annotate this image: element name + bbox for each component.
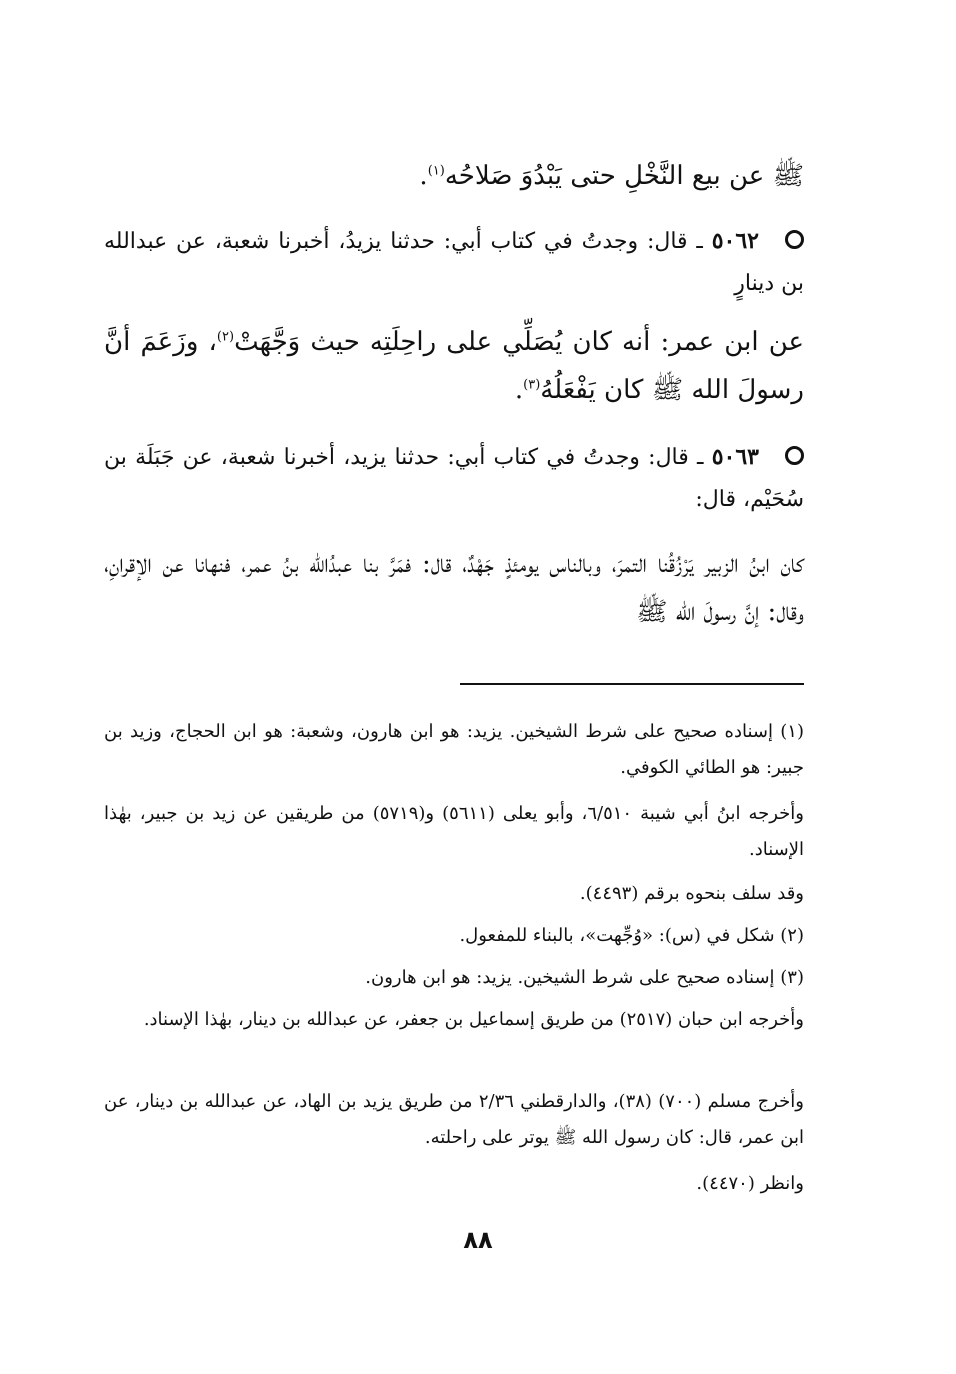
footnote-text: وقد سلف بنحوه برقم (٤٤٩٣). [579,883,804,904]
isnad-text: ـ قال: وجدتُ في كتاب أبي: حدثنا يزيد، أخبرنا شعبة، عن جَبَلَة بن سُحَيْم، قال: [104,445,804,512]
footnote-text: (١) إسناده صحيح على شرط الشيخين. يزيد: هو ابن هارون، وشعبة: هو ابن الحجاج، وزيد بن جبير: هو الطائي الكوفي. [104,721,804,778]
footnote-3-muslim [104,1084,804,1156]
footnote-mark-2: (٢) [216,329,235,345]
hadith-5063-chain [104,436,804,521]
footnote-1-takhrij [104,796,804,868]
hadith-5063-text [104,540,804,636]
matn-text: كان ابنُ الزبير يَرْزُقُنا التمرَ، وبالناس يومئذٍ جَهْدٌ، قال: فمَرَّ بنا عبدُالله بنُ عمر، فنهانا عن الإقرانِ، وقال: إنَّ رسولَ الله ﷺ [104,549,804,627]
footnote-3-crossref [104,1166,804,1202]
footnote-text: وانظر (٤٤٧٠). [696,1173,804,1194]
footnote-text: (٢) شكل في (س): «وُجِّهت»، بالبناء للمفعول. [459,925,804,946]
footnote-3-takhrij [104,1002,804,1038]
footnote-mark-3: (٣) [523,377,541,393]
footnote-1 [104,714,804,786]
isnad-text: ـ قال: وجدتُ في كتاب أبي: حدثنا يزيدُ، أخبرنا شعبة، عن عبدالله بن دينارٍ [104,229,804,296]
hadith-number: ٥٠٦٣ [711,444,759,470]
hadith-marker-icon [785,230,804,249]
hadith-number: ٥٠٦٢ [711,228,759,254]
hadith-continuation [104,152,804,200]
matn-text-part1: عن ابن عمر: أنه كان يُصَلِّي على راحِلَتِه حيث وَجَّهَتْ [234,327,804,357]
footnote-separator [460,683,804,685]
footnote-mark-1: (١) [427,163,445,179]
footnote-1-crossref [104,876,804,912]
footnote-3 [104,960,804,996]
page-number: ٨٨ [463,1226,493,1254]
continuation-text: ﷺ عن بيع النَّخْلِ حتى يَبْدُوَ صَلاحُه [444,161,804,191]
matn-text-part2: ، وزَعَمَ أنَّ رسولَ الله ﷺ كان يَفْعَلُهُ [104,327,804,405]
footnote-text: وأخرج مسلم (٧٠٠) (٣٨)، والدارقطني ٢/٣٦ من طريق يزيد بن الهاد، عن عبدالله بن دينار، عن ابن عمر، قال: كان رسول الله ﷺ يوتر على راحلته. [104,1091,804,1148]
continuation-end: . [419,161,428,191]
matn-end: . [514,375,524,405]
footnote-text: وأخرجه ابن حبان (٢٥١٧) من طريق إسماعيل بن جعفر، عن عبدالله بن دينار، بهٰذا الإسناد. [143,1009,804,1030]
hadith-marker-icon [785,446,804,465]
footnote-2 [104,918,804,954]
hadith-5062-chain [104,220,804,305]
footnote-text: (٣) إسناده صحيح على شرط الشيخين. يزيد: هو ابن هارون. [365,967,804,988]
hadith-5062-text [104,318,804,414]
footnote-text: وأخرجه ابنُ أبي شيبة ٦/٥١٠، وأبو يعلى (٥٦١١) و(٥٧١٩) من طريقين عن زيد بن جبير، بهٰذا الإسناد. [104,803,804,860]
